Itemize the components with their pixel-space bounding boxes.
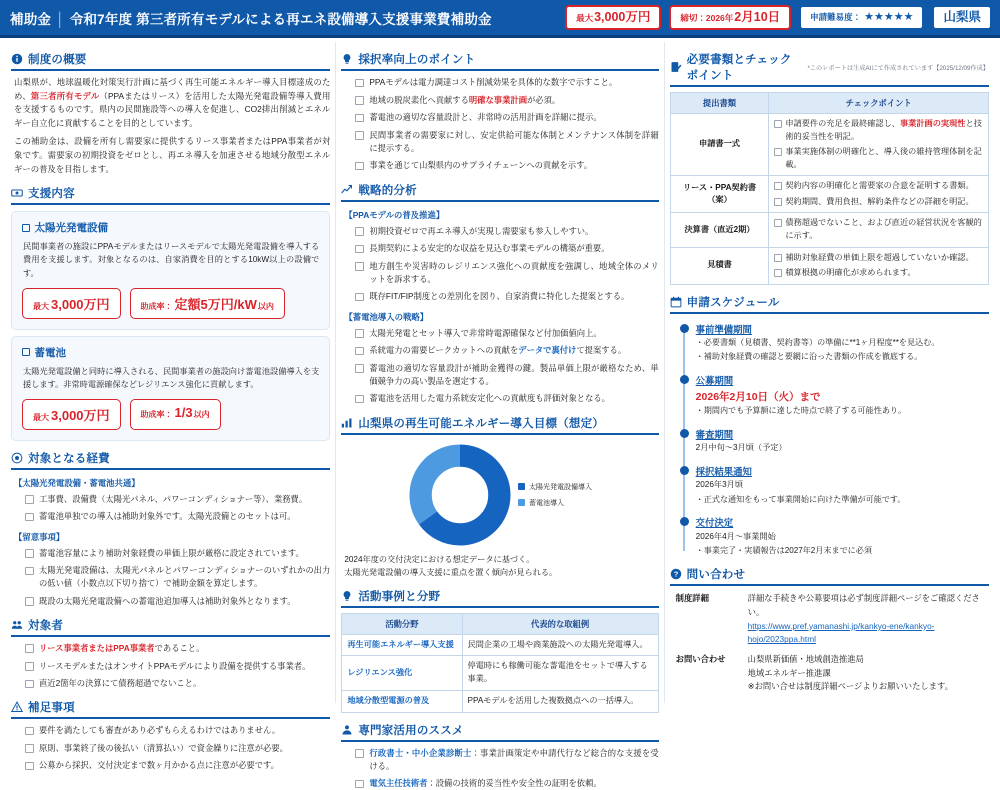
prefecture-badge xyxy=(932,5,992,31)
list-item: リースモデルまたはオンサイトPPAモデルにより設備を提供する事業者。 xyxy=(25,660,330,673)
cell-example: 停電時にも稼働可能な蓄電池をセットで導入する事業。 xyxy=(462,656,658,690)
overview-paragraph-1 xyxy=(14,76,330,130)
contact-office-value xyxy=(748,653,953,694)
chart-legend xyxy=(518,482,592,508)
timeline-dot-icon xyxy=(680,375,689,384)
list-item xyxy=(355,111,658,124)
timeline-label: 採択結果通知 xyxy=(695,465,752,477)
timeline-note: ・補助対象経費の確認と要網に沿った書類の作成を徹底する。 xyxy=(695,352,923,362)
table-row xyxy=(342,634,658,656)
eligibility-highlight: リース事業者またはPPA事業者 xyxy=(39,642,155,653)
lightbulb-icon xyxy=(341,53,353,65)
support-card-battery-desc: 太陽光発電設備と同時に導入される、民間事業者の施設向け蓄電池設備導入を支援します。非常時電源確保などレジリエンス強化に貢献します。 xyxy=(23,366,320,389)
section-documents xyxy=(670,51,989,285)
cases-table xyxy=(341,613,658,713)
section-experts-header xyxy=(341,722,658,742)
cell-checkpoints xyxy=(769,213,989,247)
overview-paragraph-2: この補助金は、設備を所有し需要家に提供するリース事業者またはPPA事業者が対象です。需要家の初期投資をゼロとし、再エネ導入を加速させる地域分散型エネルギーの普及を目指します。 xyxy=(14,136,331,174)
section-eligibility-title: 対象者 xyxy=(28,619,64,632)
section-support-title: 支援内容 xyxy=(28,188,75,201)
battery-rate-value: 1/3 xyxy=(174,404,193,420)
solar-rate-label: 助成率： xyxy=(140,301,173,311)
support-card-solar-name: 太陽光発電設備 xyxy=(34,222,108,235)
cell-category: 再生可能エネルギー導入支援 xyxy=(342,634,462,656)
list-item: 蓄電池単独での導入は補助対象外です。太陽光設備とのセットは可。 xyxy=(25,510,330,523)
table-row xyxy=(670,247,988,284)
cell-category: レジリエンス強化 xyxy=(342,656,462,690)
section-chart xyxy=(341,415,658,579)
page-title xyxy=(10,8,492,28)
middle-column xyxy=(335,42,664,789)
timeline-dot-icon xyxy=(680,517,689,526)
timeline-note: ・正式な通知をもって事業開始に向けた準備が可能です。 xyxy=(695,494,906,504)
table-row xyxy=(342,690,658,712)
section-expenses-header xyxy=(11,450,330,470)
timeline-label: 審査期間 xyxy=(695,428,734,440)
list-item: 既設の太陽光発電設備への蓄電池追加導入は補助対象外となります。 xyxy=(25,595,330,608)
list-item xyxy=(25,642,330,655)
list-item: 蓄電池を活用した電力系統安定化への貢献度も評価対象となる。 xyxy=(355,392,658,405)
people-icon xyxy=(11,619,23,631)
list-item: 直近2箇年の決算にて債務超過でないこと。 xyxy=(25,677,330,690)
legend-swatch xyxy=(518,499,525,506)
contact-org: 山梨県新価値・地域創造推進局 xyxy=(747,654,864,665)
support-card-battery xyxy=(11,336,330,441)
timeline-label: 公募期間 xyxy=(695,374,734,386)
expert-text: ：事業計画策定や申請代行など総合的な支援を受ける。 xyxy=(369,747,659,771)
section-chart-title: 山梨県の再生可能エネルギー導入目標（想定） xyxy=(358,417,605,430)
max-amount-badge xyxy=(565,5,661,31)
warning-triangle-icon xyxy=(11,701,23,713)
solar-rate-pill xyxy=(130,288,285,319)
contact-detail-value xyxy=(748,592,989,647)
list-item: 補助対象経費の単価上限を超過していないか確認。 xyxy=(774,252,983,265)
prefecture-label: 山梨県 xyxy=(943,9,981,24)
section-notes xyxy=(11,699,330,772)
point-pre: 申請要件の充足を最終確認し、 xyxy=(785,119,900,128)
battery-amount-label: 最大 xyxy=(33,412,49,422)
cell-category: 地域分散型電源の普及 xyxy=(342,690,462,712)
difficulty-stars: ★★★★★ xyxy=(864,11,914,24)
expert-highlight: 行政書士・中小企業診断士 xyxy=(369,747,472,758)
expert-person-icon xyxy=(341,724,353,736)
list-item xyxy=(774,118,983,143)
list-item xyxy=(355,344,658,357)
item-text: 地域の脱炭素化へ貢献する xyxy=(369,94,469,105)
table-row xyxy=(670,213,988,247)
section-cases xyxy=(341,588,658,713)
solar-amount-value: 3,000万円 xyxy=(51,296,110,312)
list-item xyxy=(355,76,658,89)
battery-rate-label: 助成率： xyxy=(140,409,173,419)
page-body xyxy=(0,38,1000,789)
section-expenses-title: 対象となる経費 xyxy=(28,452,110,465)
section-notes-header xyxy=(11,699,330,719)
timeline-deadline: 2026年2月10日（火）まで xyxy=(695,390,821,403)
battery-amount-value: 3,000万円 xyxy=(51,407,110,423)
list-item: 原則、事業終了後の後払い（清算払い）で資金繰りに注意が必要。 xyxy=(25,742,330,755)
section-adoption xyxy=(341,51,658,173)
program-detail-link[interactable]: https://www.pref.yamanashi.jp/kankyo-ene/kankyo-hojo/2023ppa.html xyxy=(747,620,935,645)
section-expenses xyxy=(11,450,330,608)
support-card-battery-name: 蓄電池 xyxy=(34,346,66,359)
section-schedule xyxy=(670,294,989,558)
table-row xyxy=(342,656,658,690)
contact-detail-row xyxy=(676,592,989,647)
battery-rate-suffix: 以内 xyxy=(193,409,210,419)
item-text: 系統電力の需要ピークカットへの貢献を xyxy=(369,345,519,356)
money-icon xyxy=(11,187,23,199)
header-tag: 補助金 xyxy=(10,11,52,27)
list-item: 既存FIT/FIP制度との差別化を図り、自家消費に特化した提案とする。 xyxy=(355,290,658,303)
strategy-group1-list xyxy=(355,225,658,304)
point-highlight: 事業計画の実現性 xyxy=(899,119,966,128)
timeline-item xyxy=(696,322,989,364)
right-column xyxy=(665,42,994,703)
page-header xyxy=(0,0,1000,38)
overview-p1b: （PPAまたはリース）を活用した太陽光発電設備等導入費用を支援するものです。県内の民間施設等への導入を促進し、CO2排出削減とエネルギー自立化に貢献することを目的としています。 xyxy=(14,90,331,128)
section-strategy-title: 戦略的分析 xyxy=(358,184,417,197)
timeline-label: 交付決定 xyxy=(695,517,734,529)
solar-amount-label: 最大 xyxy=(33,301,49,311)
timeline-sub: 2月中旬〜3月頃（予定） xyxy=(695,443,787,453)
max-amount-value: 3,000万円 xyxy=(594,9,651,24)
item-post: が必須。 xyxy=(527,94,561,105)
calendar-icon xyxy=(670,296,682,308)
section-chart-header xyxy=(341,415,658,435)
timeline-dot-icon xyxy=(680,429,689,438)
list-item: 公募から採択、交付決定まで数ヶ月かかる点に注意が必要です。 xyxy=(25,759,330,772)
support-card-solar xyxy=(11,211,330,329)
cell-checkpoints xyxy=(769,114,989,176)
section-overview xyxy=(11,51,330,176)
checkpoint-list xyxy=(774,217,983,242)
expert-highlight: 電気主任技術者 xyxy=(369,778,428,789)
legend-label: 太陽光発電設備導入 xyxy=(529,483,592,491)
legend-item xyxy=(518,498,592,508)
list-item: 債務超過でないこと、および直近の経営状況を客観的に示す。 xyxy=(774,217,983,242)
schedule-timeline xyxy=(680,322,989,558)
contact-note: ※お問い合せは制度詳細ページよりお願いいたします。 xyxy=(747,681,953,692)
section-experts-title: 専門家活用のススメ xyxy=(358,724,464,737)
deadline-label: 締切：2026年 xyxy=(680,12,734,23)
section-support xyxy=(11,185,330,441)
section-strategy-header xyxy=(341,182,658,202)
item-post: て提案する。 xyxy=(576,345,627,356)
timeline-item xyxy=(696,373,989,418)
cell-document-name: 見積書 xyxy=(670,247,769,284)
document-check-icon xyxy=(670,61,682,73)
deadline-value: 2月10日 xyxy=(734,9,781,24)
list-item xyxy=(355,747,658,773)
difficulty-label: 申請難易度： xyxy=(810,12,862,23)
battery-rate-pill xyxy=(130,399,221,430)
solar-rate-suffix: 以内 xyxy=(257,301,274,311)
table-row xyxy=(670,114,988,176)
item-highlight: データで裏付け xyxy=(518,345,577,356)
list-item: 蓄電池容量により補助対象経費の単価上限が厳格に設定されています。 xyxy=(25,547,330,560)
section-documents-header xyxy=(670,51,989,87)
strategy-group2-label: 【蓄電池導入の戦略】 xyxy=(344,311,429,322)
support-card-solar-title xyxy=(22,220,319,235)
section-support-header xyxy=(11,185,330,205)
column-header-checkpoint: チェックポイント xyxy=(769,93,989,114)
list-item: 長期契約による安定的な収益を見込む事業モデルの構築が重要。 xyxy=(355,242,658,255)
checkpoint-list xyxy=(774,252,983,280)
timeline-note: ・必要書類（見積書、契約書等）の準備に**1ヶ月程度**を見込む。 xyxy=(695,338,940,348)
legend-label: 蓄電池導入 xyxy=(529,499,564,507)
section-experts xyxy=(341,722,658,790)
legend-item xyxy=(518,482,592,492)
cell-document-name: リース・PPA契約書（案） xyxy=(670,176,769,213)
section-overview-title: 制度の概要 xyxy=(28,54,87,66)
item-highlight: 明確な事業計画 xyxy=(468,94,527,105)
table-header-row xyxy=(670,93,988,114)
cell-checkpoints xyxy=(769,176,989,213)
section-schedule-header xyxy=(670,294,989,314)
expert-text: ：設備の技術的妥当性や安全性の証明を依頼。 xyxy=(427,778,602,789)
timeline-sub: 2026年3月頃 xyxy=(695,480,744,490)
notes-list xyxy=(25,724,330,772)
section-overview-header xyxy=(11,51,330,71)
question-circle-icon xyxy=(670,568,682,580)
list-item: 契約期間、費用負担、解約条件などの詳細を明記。 xyxy=(774,196,983,209)
table-header-row xyxy=(342,613,658,634)
contact-dept: 地域エネルギー推進課 xyxy=(747,667,831,678)
donut-slice-battery xyxy=(421,455,500,534)
list-item: 蓄電池の適切な容量設計が補助金獲得の鍵。製品単価上限が厳格なため、単価競争力の高い製品を選定する。 xyxy=(355,362,658,388)
section-adoption-header xyxy=(341,51,658,71)
cell-document-name: 決算書（直近2期） xyxy=(670,213,769,247)
timeline-dot-icon xyxy=(680,466,689,475)
target-icon xyxy=(11,452,23,464)
expenses-group2-list xyxy=(25,547,330,608)
donut-chart xyxy=(341,443,658,547)
contact-office-row xyxy=(676,653,989,694)
item-text: PPAモデルは電力調達コスト削減効果を具体的な数字で示すこと。 xyxy=(369,77,618,87)
max-amount-label: 最大 xyxy=(576,12,594,23)
solar-max-amount-pill xyxy=(22,288,121,319)
checkbox-icon xyxy=(22,348,30,356)
cell-example: 民間企業の工場や商業施設への太陽光発電導入。 xyxy=(462,634,658,656)
timeline-item xyxy=(696,464,989,506)
section-contact-header xyxy=(670,566,989,586)
eligibility-list xyxy=(25,642,330,690)
list-item: 積算根拠の明確化が求められます。 xyxy=(774,267,983,280)
section-contact-title: 問い合わせ xyxy=(686,569,746,582)
list-item: 工事費、設備費（太陽光パネル、パワーコンディショナー等）、業務費。 xyxy=(25,493,330,506)
timeline-item xyxy=(696,515,989,557)
list-item: 太陽光発電設備は、太陽光パネルとパワーコンディショナーのいずれかの出力の低い値（小数点以下切り捨て）で補助金額を算定します。 xyxy=(25,564,330,590)
cell-document-name: 申請書一式 xyxy=(670,114,769,176)
section-cases-header xyxy=(341,588,658,608)
checkpoint-list xyxy=(774,180,983,208)
strategy-group1-label: 【PPAモデルの普及推進】 xyxy=(344,209,445,220)
point-post: と技術的妥当性を明記。 xyxy=(785,119,982,141)
bar-chart-icon xyxy=(341,417,353,429)
overview-p1-highlight: 第三者所有モデル xyxy=(30,90,100,101)
eligibility-text: であること。 xyxy=(154,642,205,653)
chart-caption-line1: 2024年度の交付決定における想定データに基づく。 xyxy=(344,554,535,564)
support-card-solar-pills xyxy=(22,288,319,319)
list-item: 太陽光発電とセット導入で非常時電源確保など付加価値向上。 xyxy=(355,327,658,340)
timeline-item xyxy=(696,427,989,455)
info-icon xyxy=(11,53,23,65)
donut-chart-svg xyxy=(408,443,512,547)
lightbulb-icon xyxy=(341,590,353,602)
list-item: 地方創生や災害時のレジリエンス強化への貢献度を強調し、地域全体のメリットを訴求する。 xyxy=(355,260,658,286)
column-header-example: 代表的な取組例 xyxy=(462,613,658,634)
solar-rate-value: 定額5万円/kW xyxy=(174,296,257,312)
section-notes-title: 補足事項 xyxy=(28,702,75,715)
header-title-text: 令和7年度 第三者所有モデルによる再エネ設備導入支援事業費補助金 xyxy=(69,11,492,27)
deadline-badge xyxy=(669,5,791,31)
cell-checkpoints xyxy=(769,247,989,284)
section-adoption-title: 採択率向上のポイント xyxy=(358,54,476,66)
contact-detail-key: 制度詳細 xyxy=(675,593,709,604)
chart-caption xyxy=(344,553,658,579)
column-header-document: 提出書類 xyxy=(670,93,769,114)
section-eligibility-header xyxy=(11,617,330,637)
checkbox-icon xyxy=(22,224,30,232)
section-eligibility xyxy=(11,617,330,690)
difficulty-badge xyxy=(799,5,924,29)
experts-list xyxy=(355,747,658,790)
documents-table xyxy=(670,92,989,285)
list-item xyxy=(355,777,658,790)
header-separator: │ xyxy=(56,11,65,27)
adoption-list xyxy=(355,76,658,173)
contact-office-key: お問い合わせ xyxy=(675,654,726,665)
battery-max-amount-pill xyxy=(22,399,121,430)
section-documents-title: 必要書類とチェックポイント xyxy=(686,54,792,82)
support-card-battery-title xyxy=(22,345,319,360)
contact-detail-text: 詳細な手続きや公募要項は必ず制度詳細ページをご確認ください。 xyxy=(747,593,980,617)
line-chart-icon xyxy=(341,184,353,196)
support-card-battery-pills xyxy=(22,399,319,430)
item-text: 事業を通じて山梨県内のサプライチェーンへの貢献を示す。 xyxy=(369,160,593,171)
list-item: 初期投資ゼロで再エネ導入が実現し需要家も参入しやすい。 xyxy=(355,225,658,238)
section-strategy xyxy=(341,182,658,406)
expenses-group2-label: 【留意事項】 xyxy=(14,531,65,542)
list-item: 要件を満たしても審査があり必ずもらえるわけではありません。 xyxy=(25,724,330,737)
list-item xyxy=(355,159,658,172)
list-item: 契約内容の明確化と需要家の合意を証明する書類。 xyxy=(774,180,983,193)
list-item: 事業実施体制の明確化と、導入後の維持管理体制を記載。 xyxy=(774,146,983,171)
expenses-group1-list xyxy=(25,493,330,524)
timeline-sub: 2026年4月〜事業開始 xyxy=(695,531,776,541)
chart-caption-line2: 太陽光発電設備の導入支援に重点を置く傾向が見られる。 xyxy=(344,567,558,577)
ai-generated-note: *このレポートは生成AIにて作成されています【2025/12/09作成】 xyxy=(807,64,989,72)
item-text: 蓄電池の適切な容量設計と、非常時の活用計画を詳細に提示。 xyxy=(369,112,602,123)
section-cases-title: 活動事例と分野 xyxy=(358,590,441,603)
strategy-group2-list xyxy=(355,327,658,406)
item-text: 民間事業者の需要家に対し、安定供給可能な体制とメンテナンス体制を詳細に提示する。 xyxy=(369,129,659,153)
checkpoint-list xyxy=(774,118,983,171)
timeline-label: 事前準備期間 xyxy=(695,323,752,335)
timeline-note: ・事業完了・実績報告は2027年2月末までに必須 xyxy=(695,545,872,555)
section-schedule-title: 申請スケジュール xyxy=(686,296,780,309)
expenses-group1-label: 【太陽光発電設備・蓄電池共通】 xyxy=(14,477,140,488)
cell-example: PPAモデルを活用した複数拠点への一括導入。 xyxy=(462,690,658,712)
header-badges xyxy=(565,5,992,31)
timeline-dot-icon xyxy=(680,324,689,333)
column-header-field: 活動分野 xyxy=(342,613,462,634)
timeline-note: ・期間内でも予算額に達した時点で終了する可能性あり。 xyxy=(695,406,907,416)
section-contact xyxy=(670,566,989,694)
list-item xyxy=(355,94,658,107)
list-item xyxy=(355,129,658,155)
svg-text:?: ? xyxy=(673,569,678,579)
support-card-solar-desc: 民間事業者の施設にPPAモデルまたはリースモデルで太陽光発電設備を導入する費用を支援します。対象となるのは、自家消費を目的とする10kW以上の設備です。 xyxy=(23,242,320,278)
legend-swatch xyxy=(518,483,525,490)
left-column xyxy=(6,42,335,771)
table-row xyxy=(670,176,988,213)
overview-p1a: 山梨県が、地球温暖化対策実行計画に基づく再生可能エネルギー導入目標達成のため、 xyxy=(14,77,331,101)
